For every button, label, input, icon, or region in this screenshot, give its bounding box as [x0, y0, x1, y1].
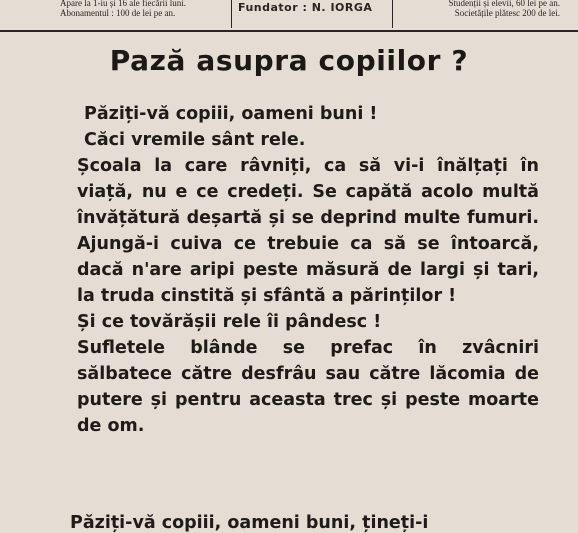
- article-title: Pază asupra copiilor ?: [109, 44, 469, 77]
- article-paragraph: Școala la care râvniți, ca să vi-i înălțați în viață, nu e ce credeți. Se capătă acolo multă învățătură deșartă și se deprind multe fumuri. Ajungă-i cuiva ce trebuie ca să se întoarcă, dacă n'are aripi peste măsură de largi și tari, la truda cinstită și sfântă a părinților !: [77, 156, 539, 306]
- masthead-founder: Fundator : N. IORGA: [238, 1, 373, 14]
- article-paragraph: Și ce tovărășii rele îi pândesc !: [77, 312, 382, 332]
- masthead-right-line1: Studenții și elevii, 60 lei pe an.: [448, 0, 560, 8]
- masthead-left-line2: Abonamentul : 100 de lei pe an.: [60, 8, 176, 18]
- article-cutoff-line: Păziți-vă copiii, oameni buni, țineți-i: [70, 513, 429, 533]
- masthead-divider-left: [231, 0, 232, 28]
- article-paragraph: Căci vremile sânt rele.: [84, 130, 306, 150]
- masthead-right: [400, 0, 560, 18]
- article-paragraph: Sufletele blânde se prefac în zvâcniri sălbatece către desfrâu sau către lăcomia de putere și pentru aceasta trec și peste moarte de om.: [77, 338, 539, 436]
- masthead-left-line1: Apare la 1-iu și 16 ale fiecării luni.: [60, 0, 186, 8]
- masthead-divider-right: [392, 0, 393, 28]
- masthead-left: [60, 0, 235, 18]
- article-body: [77, 101, 539, 439]
- article-paragraph: Păziți-vă copiii, oameni buni !: [84, 104, 378, 124]
- masthead: [0, 0, 578, 32]
- masthead-right-line2: Societățile plătesc 200 de lei.: [454, 8, 560, 18]
